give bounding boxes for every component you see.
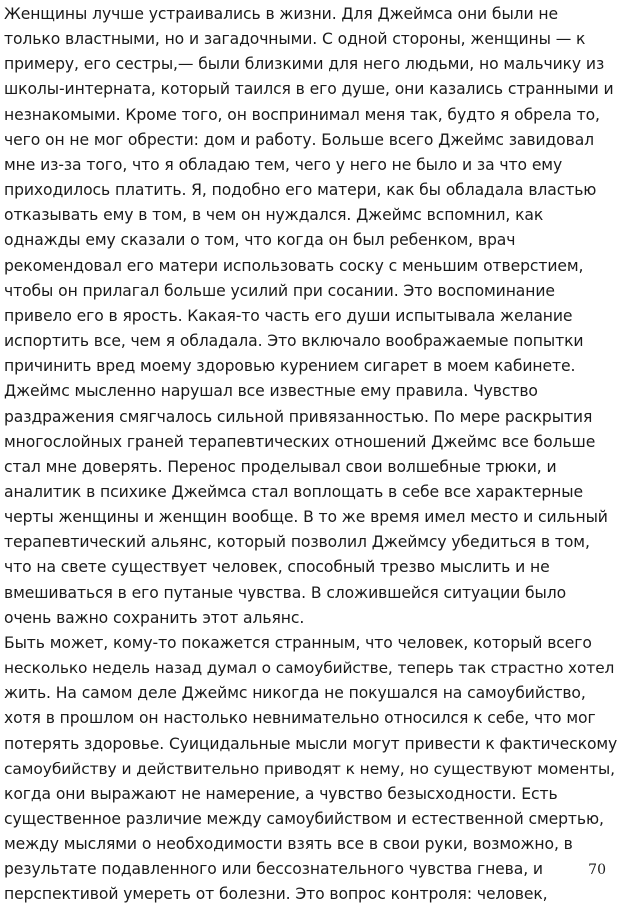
text-line: незнакомыми. Кроме того, он воспринимал меня так, будто я обрела то, bbox=[4, 105, 600, 124]
text-line: что на свете существует человек, способный трезво мыслить и не bbox=[4, 558, 550, 577]
text-line: жить. На самом деле Джеймс никогда не покушался на самоубийство, bbox=[4, 684, 586, 703]
text-line: самоубийству и действительно приводят к нему, но существуют моменты, bbox=[4, 759, 615, 778]
text-line: результате подавленного или бессознательного чувства гнева, и bbox=[4, 860, 543, 879]
text-line: вмешиваться в его путаные чувства. В сложившейся ситуации было bbox=[4, 583, 567, 602]
text-line: когда они выражают не намерение, а чувство безысходности. Есть bbox=[4, 784, 558, 803]
text-line: привело его в ярость. Какая-то часть его души испытывала желание bbox=[4, 306, 573, 325]
text-line: между мыслями о необходимости взять все в свои руки, возможно, в bbox=[4, 835, 573, 854]
text-line: школы-интерната, который таился в его душе, они казались странными и bbox=[4, 80, 614, 99]
text-line: только властными, но и загадочными. С одной стороны, женщины — к bbox=[4, 30, 586, 49]
text-line: рекомендовал его матери использовать соску с меньшим отверстием, bbox=[4, 256, 584, 275]
text-line: Джеймс мысленно нарушал все известные ему правила. Чувство bbox=[4, 382, 538, 401]
text-line: однажды ему сказали о том, что когда он был ребенком, врач bbox=[4, 231, 516, 250]
text-line: аналитик в психике Джеймса стал воплощать в себе все характерные bbox=[4, 482, 583, 501]
text-line: терапевтический альянс, который позволил Джеймсу убедиться в том, bbox=[4, 533, 590, 552]
text-line: многослойных граней терапевтических отношений Джеймс все больше bbox=[4, 432, 596, 451]
text-line: несколько недель назад думал о самоубийстве, теперь так страстно хотел bbox=[4, 659, 615, 678]
text-line: мне из-за того, что я обладаю тем, чего у него не было и за что ему bbox=[4, 155, 563, 174]
page-number: 70 bbox=[588, 862, 606, 878]
text-line: раздражения смягчалось сильной привязанностью. По мере раскрытия bbox=[4, 407, 593, 426]
text-line: потерять здоровье. Суицидальные мысли могут привести к фактическому bbox=[4, 734, 618, 753]
body-text bbox=[4, 2, 618, 908]
text-line: чего он не мог обрести: дом и работу. Больше всего Джеймс завидовал bbox=[4, 130, 595, 149]
text-line: стал мне доверять. Перенос проделывал свои волшебные трюки, и bbox=[4, 457, 557, 476]
text-line: черты женщины и женщин вообще. В то же время имел место и сильный bbox=[4, 508, 608, 527]
text-line: чтобы он прилагал больше усилий при сосании. Это воспоминание bbox=[4, 281, 555, 300]
text-line: испортить все, чем я обладала. Это включало воображаемые попытки bbox=[4, 332, 584, 351]
text-line: существенное различие между самоубийством и естественной смертью, bbox=[4, 810, 604, 828]
text-line: очень важно сохранить этот альянс. bbox=[4, 608, 305, 627]
text-line: хотя в прошлом он настолько невнимательно относился к себе, что мог bbox=[4, 709, 596, 728]
text-line: приходилось платить. Я, подобно его матери, как бы обладала властью bbox=[4, 181, 597, 200]
text-line: причинить вред моему здоровью курением сигарет в моем кабинете. bbox=[4, 357, 576, 376]
text-line: отказывать ему в том, в чем он нуждался. Джеймс вспомнил, как bbox=[4, 206, 544, 225]
text-line: Быть может, кому-то покажется странным, что человек, который всего bbox=[4, 633, 592, 652]
text-line: перспективой умереть от болезни. Это вопрос контроля: человек, bbox=[4, 885, 548, 904]
text-line: Женщины лучше устраивались в жизни. Для Джеймса они были не bbox=[4, 5, 559, 23]
text-line: примеру, его сестры,— были близкими для него людьми, но мальчику из bbox=[4, 55, 605, 74]
